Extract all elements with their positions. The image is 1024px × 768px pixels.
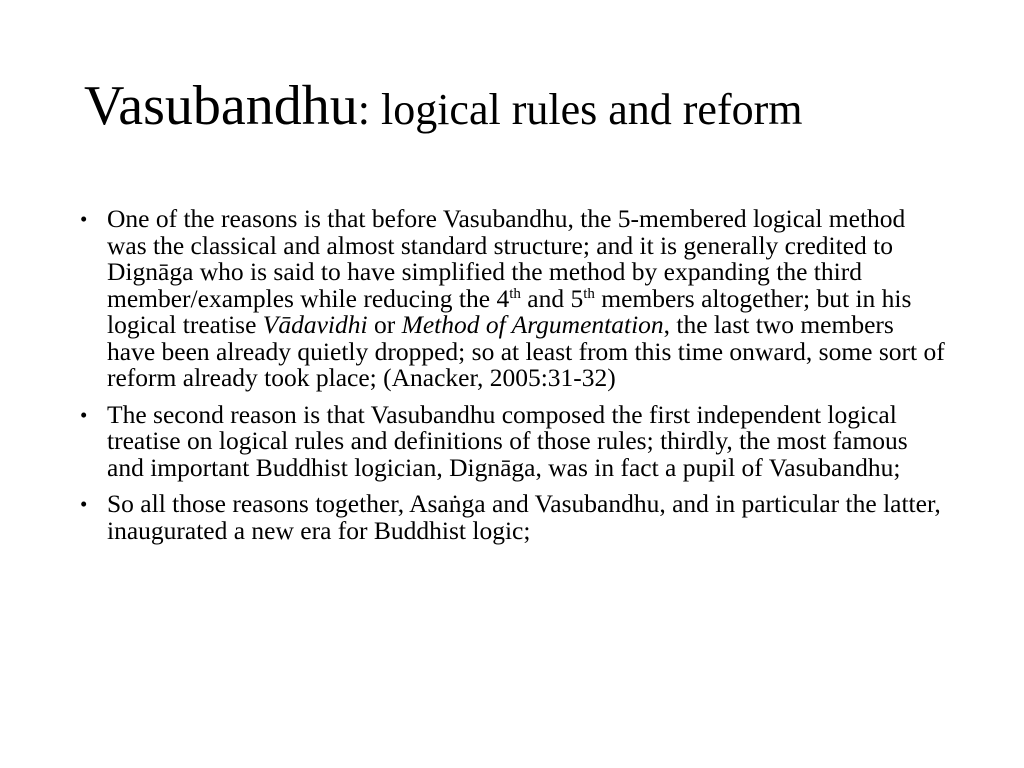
title-main: Vasubandhu (84, 75, 358, 137)
bullet-1-italic-vadavidhi: Vādavidhi (262, 310, 368, 339)
bullet-1-text-part-1: One of the reasons is that before Vasubandhu, the 5-membered logical method was the classical and almost standard structure; and it is generally credited to Dignāga who is said to have simplified the method by expanding the third member/examples while reducing the 4 (107, 204, 906, 313)
bullet-marker: • (80, 402, 88, 427)
bullet-1-text-part-3: members altogether; but in his logical treatise (107, 283, 912, 339)
bullet-1-text-part-4: or (367, 310, 402, 339)
bullet-1-italic-method: Method of Argumentation (401, 310, 664, 339)
bullet-item-2 (78, 399, 948, 482)
bullet-1-text-part-2: and 5 (520, 283, 584, 313)
bullet-1-superscript-2: th (583, 285, 595, 302)
slide-title (84, 75, 803, 137)
bullet-3-text: So all those reasons together, Asaṅga and Vasubandhu, and in particular the latter, inaugurated a new era for Buddhist logic; (107, 489, 941, 545)
bullet-item-3 (78, 491, 948, 544)
bullet-1-text-part-5: , the last two members have been already quietly dropped; so at least from this time onward, some sort of reform already took place; (Anacker, 2005:31-32) (107, 310, 945, 392)
bullet-list (78, 206, 948, 554)
bullet-item-1 (78, 206, 948, 392)
title-subtitle: : logical rules and reform (357, 85, 803, 134)
bullet-marker: • (80, 207, 88, 231)
bullet-1-superscript-1: th (509, 285, 521, 302)
bullet-2-text: The second reason is that Vasubandhu composed the first independent logical treatise on logical rules and definitions of those rules; thirdly, the most famous and important Buddhist logician, Dignāga, was in fact a pupil of Vasubandhu; (107, 399, 908, 482)
bullet-marker: • (80, 492, 88, 516)
